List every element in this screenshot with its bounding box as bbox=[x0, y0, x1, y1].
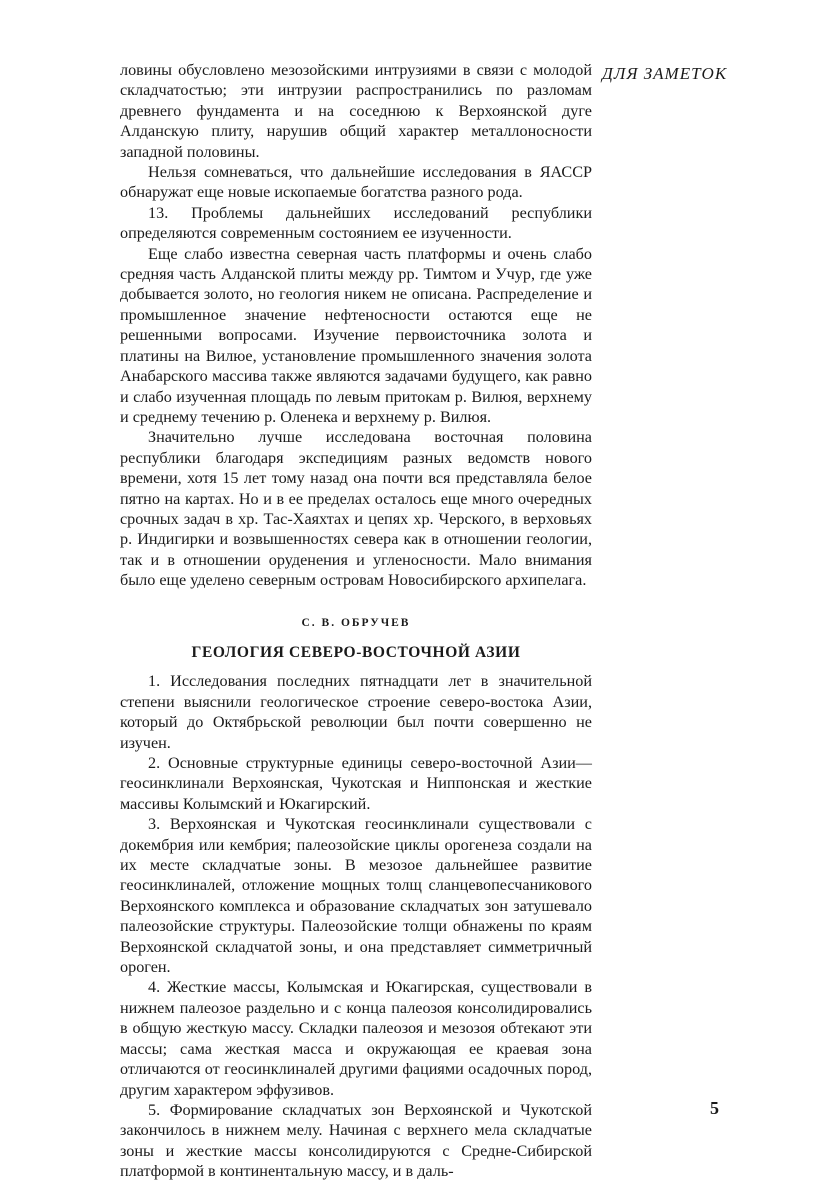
text-column bbox=[120, 60, 592, 1182]
paragraph: ловины обусловлено мезозойскими интрузиями в связи с молодой складчатостью; эти интрузии распространились по разломам древнего фундамента и на соседнюю к Верхоянской дуге Алданскую плиту, нарушив общий характер металлоносности западной половины. bbox=[120, 61, 592, 161]
paragraph: 13. Проблемы дальнейших исследований республики определяются современным состоянием ее изученности. bbox=[120, 203, 592, 243]
paragraph: 3. Верхоянская и Чукотская геосинклинали существовали с докембрия или кембрия; палеозойские циклы орогенеза создали на их месте складчатые зоны. В мезозое дальнейшее развитие геосинклиналей, отложение мощных толщ сланцевопесчаникового Верхоянского комплекса и образование складчатых зон затушевало палеозойские структуры. Палеозойские толщи обнажены по краям Верхоянской складчатой зоны, и она представляет симметричный ороген. bbox=[120, 815, 592, 977]
paragraph: Нельзя сомневаться, что дальнейшие исследования в ЯАССР обнаружат еще новые ископаемые богатства разного рода. bbox=[120, 163, 592, 202]
article-author: С. В. ОБРУЧЕВ bbox=[301, 616, 411, 629]
paragraph: 4. Жесткие массы, Колымская и Юкагирская, существовали в нижнем палеозое раздельно и с конца палеозоя консолидировались в общую жесткую массу. Складки палеозоя и мезозоя обтекают эти массы; сама жесткая масса и окружающая ее краевая зона отличаются от геосинклиналей другими фациями осадочных пород, другим характером эффузивов. bbox=[120, 978, 592, 1099]
page-number: 5 bbox=[710, 1098, 719, 1118]
paragraph: 1. Исследования последних пятнадцати лет в значительной степени выяснили геологическое строение северо-востока Азии, который до Октябрьской революции был почти совершенно не изучен. bbox=[120, 672, 592, 752]
article-title: ГЕОЛОГИЯ СЕВЕРО-ВОСТОЧНОЙ АЗИИ bbox=[191, 643, 521, 661]
paragraph: 5. Формирование складчатых зон Верхоянской и Чукотской закончилось в нижнем мелу. Начиная с верхнего мела складчатые зоны и жесткие массы консолидируются с Средне-Сибирской платформой в континентальную массу, и в даль- bbox=[120, 1100, 592, 1181]
margin-note: ДЛЯ ЗАМЕТОК bbox=[602, 64, 728, 83]
paragraph: Еще слабо известна северная часть платформы и очень слабо средняя часть Алданской плиты между рр. Тимтом и Учур, где уже добывается золото, но геология никем не описана. Распределение и промышленное значение нефтеносности остаются еще не решенными вопросами. Изучение первоисточника золота и платины на Вилюе, установление промышленного значения золота Анабарского массива также являются задачами будущего, как равно и слабо изученная площадь по левым притокам р. Вилюя, верхнему и среднему течению р. Оленека и верхнему р. Вилюя. bbox=[120, 244, 592, 426]
paragraph: Значительно лучше исследована восточная половина республики благодаря экспедициям разных ведомств нового времени, хотя 15 лет тому назад она почти вся представляла белое пятно на картах. Но и в ее пределах осталось еще много очередных срочных задач в хр. Тас-Хаяхтах и цепях хр. Черского, в верховьях р. Индигирки и возвышенностях севера как в отношении геологии, так и в отношении оруденения и угленосности. Мало внимания было еще уделено северным островам Новосибирского архипелага. bbox=[120, 428, 592, 590]
paragraph: 2. Основные структурные единицы северо-восточной Азии—геосинклинали Верхоянская, Чукотская и Ниппонская и жесткие массивы Колымский и Юкагирский. bbox=[120, 754, 592, 813]
